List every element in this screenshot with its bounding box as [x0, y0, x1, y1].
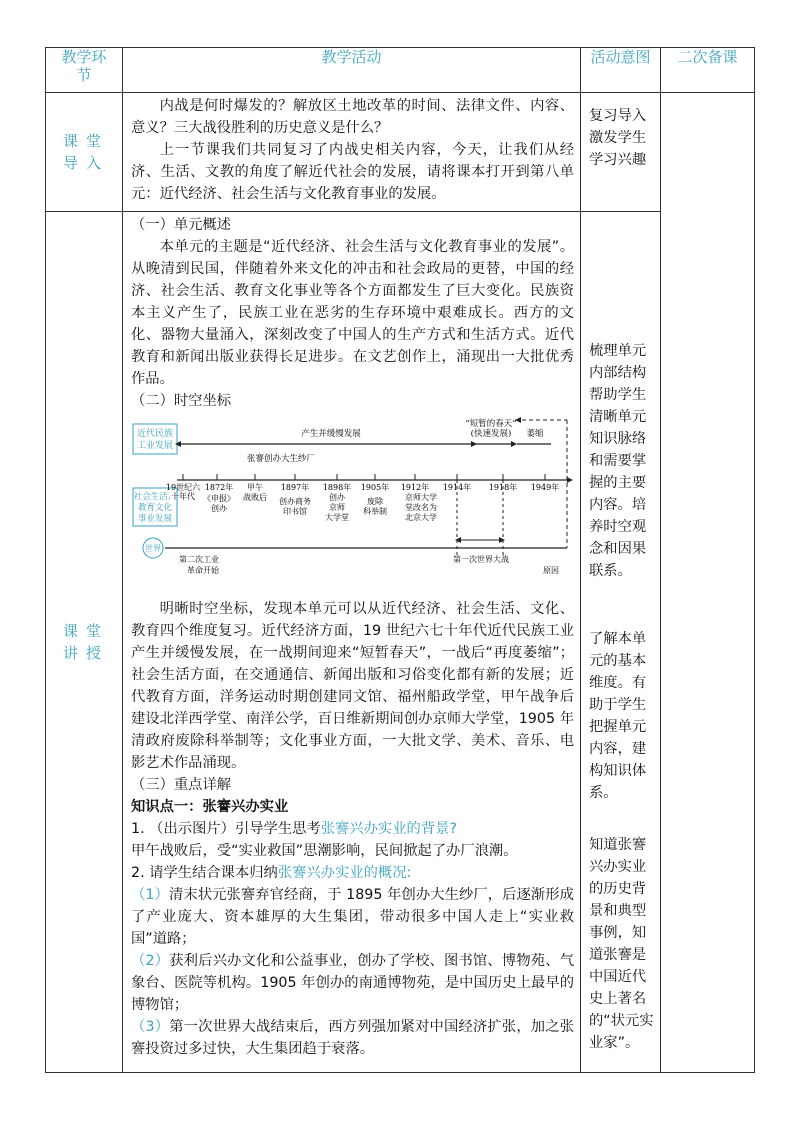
world-event-reason: 原因 — [543, 566, 559, 575]
lesson-plan-table — [45, 47, 755, 1073]
tick-label-1912: 1912年 — [400, 483, 430, 492]
lane-society-label-2: 教育文化 — [137, 503, 173, 513]
event-pku-1: 京师大学 — [405, 493, 437, 502]
ww1-arrowhead-left — [455, 537, 461, 543]
event-keju-1: 废除 — [367, 497, 383, 506]
lecture-stage: 课堂讲授 — [46, 212, 123, 1073]
intro-activity — [123, 93, 581, 212]
tick-label-1860s-2: 十年代 — [171, 492, 195, 501]
lecture-row — [46, 212, 755, 1073]
event-pku-2: 堂改名为 — [405, 503, 437, 512]
header-second-prep: 二次备课 — [661, 48, 755, 93]
decline-label: 萎缩 — [526, 429, 544, 439]
header-stage: 教学环节 — [46, 48, 123, 93]
tick-label-1898: 1898年 — [322, 483, 352, 492]
question-1: 1. （出示图片）引导学生思考张謇兴办实业的背景? — [131, 821, 458, 837]
world-event-ww1: 第一次世界大战 — [453, 555, 509, 564]
intro-purpose: 复习导入激发学生学习兴趣 — [581, 93, 661, 212]
tick-label-1914: 1914年 — [442, 483, 472, 492]
purpose-structure: 梳理单元内部结构帮助学生清晰单元知识脉络和需要掌握的主要内容。培养时空观念和因果联系。 — [589, 343, 647, 579]
ww1-arrowhead-right — [499, 537, 505, 543]
timeline-figure — [131, 416, 575, 594]
answer-1: 甲午战败后，受“实业救国”思潮影响，民间掀起了办厂浪潮。 — [131, 843, 518, 859]
time-axis-arrowhead — [567, 477, 573, 483]
event-shenbao-1: 《申报》 — [203, 494, 235, 503]
economy-dasheng-label: 张謇创办大生纱厂 — [246, 454, 316, 464]
spring-label: “短暂的春天” — [465, 419, 517, 429]
knowledge-point-title: 知识点一：张謇兴办实业 — [131, 799, 289, 815]
purpose-dimensions: 了解本单元的基本维度。有助于学生把握单元内容，建构知识体系。 — [589, 631, 647, 801]
event-shenbao-2: 创办 — [211, 504, 227, 513]
event-jingshi-2: 京师 — [329, 503, 345, 512]
tick-label-1872: 1872年 — [204, 483, 234, 492]
header-activity: 教学活动 — [123, 48, 581, 93]
lane-economy-label-2: 工业发展 — [136, 441, 174, 451]
tick-label-1905: 1905年 — [360, 483, 390, 492]
intro-transition: 上一节课我们共同复习了内战史相关内容，今天，让我们从经济、生活、文教的角度了解近代社会的发展，请将课本打开到第八单元：近代经济、社会生活与文化教育事业的发展。 — [131, 142, 574, 202]
spring-arrowhead — [511, 441, 517, 447]
summary-item-1: （1）清末状元张謇弃官经商，于 1895 年创办大生纱厂，后逐渐形成了产业庞大、资本雄厚的大生集团，带动很多中国人走上“实业救国”道路； — [131, 887, 574, 947]
intro-stage: 课堂导入 — [46, 93, 123, 212]
purpose-zhangjian: 知道张謇兴办实业的历史背景和典型事例，知道张謇是中国近代史上著名的“状元实业家”。 — [589, 837, 654, 1051]
unit-overview-heading: （一）单元概述 — [131, 217, 232, 233]
event-jiawu-defeat: 战败后 — [243, 493, 267, 502]
timeline-heading: （二）时空坐标 — [131, 393, 232, 409]
intro-row — [46, 93, 755, 212]
tick-label-1949: 1949年 — [530, 483, 560, 492]
event-pku-3: 北京大学 — [405, 513, 437, 522]
summary-item-3: （3）第一次世界大战结束后，西方列强加紧对中国经济扩张，加之张謇投资过多过快，大生集团趋于衰落。 — [131, 1019, 574, 1057]
timeline-text: 明晰时空坐标，发现本单元可以从近代经济、社会生活、文化、教育四个维度复习。近代经济方面，19 世纪六七十年代近代民族工业产生并缓慢发展，在一战期间迎来“短暂春天”，一战后“再度萎缩”；社会生活方面，在交通通信、新闻出版和习俗变化都有新的发展；近代教育方面，洋务运动时期创建同文馆、福州船政学堂，甲午战争后建设北洋西学堂、南洋公学，百日维新期间创办京师大学堂，1905 年清政府废除科举制等；文化事业方面，一大批文学、美术、音乐、电影艺术作品涌现。 — [131, 601, 574, 771]
lecture-purpose — [581, 212, 661, 1073]
key-points-heading: （三）重点详解 — [131, 777, 232, 793]
tick-label-1860s: 19世纪六 — [165, 483, 201, 492]
header-purpose: 活动意图 — [581, 48, 661, 93]
summary-item-2: （2）获利后兴办文化和公益事业，创办了学校、图书馆、博物苑、气象台、医院等机构。1905 年创办的南通博物苑，是中国历史上最早的博物馆； — [131, 953, 574, 1013]
unit-overview-text: 本单元的主题是“近代经济、社会生活与文化教育事业的发展”。从晚清到民国，伴随着外来文化的冲击和社会政局的更替，中国的经济、社会生活、教育文化事业等各个方面都发生了巨大变化。民族资本主义产生了，民族工业在恶劣的生存环境中艰难成长。西方的文化、器物大量涌入，深刻改变了中国人的生产方式和生活方式。近代教育和新闻出版业获得长足进步。在文艺创作上，涌现出一大批优秀作品。 — [131, 239, 574, 387]
tick-label-1897: 1897年 — [280, 483, 310, 492]
event-jingshi-1: 创办 — [329, 493, 345, 502]
lane-society-label-1: 社会生活、 — [133, 492, 177, 502]
tick-label-jiawu: 甲午 — [247, 483, 263, 492]
world-event-industrial-1: 第二次工业 — [179, 555, 219, 564]
tick-label-1918: 1918年 — [488, 483, 518, 492]
event-commercial-press-2: 印书馆 — [283, 507, 307, 516]
world-event-industrial-2: 革命开始 — [187, 566, 219, 575]
lane-economy-label-1: 近代民族 — [136, 429, 174, 439]
event-keju-2: 科举制 — [363, 507, 387, 516]
second-prep-cell — [661, 93, 755, 1073]
lane-society-label-3: 事业发展 — [137, 514, 173, 524]
event-commercial-press-1: 创办商务 — [279, 497, 311, 506]
economy-slow-label: 产生并缓慢发展 — [301, 429, 361, 439]
time-axis-ticks — [183, 474, 545, 480]
lecture-activity — [123, 212, 581, 1073]
question-2: 2. 请学生结合课本归纳张謇兴办实业的概况: — [131, 865, 412, 881]
spring-fast-label: (快速发展) — [470, 429, 512, 439]
event-jingshi-3: 大学堂 — [325, 513, 349, 522]
header-row — [46, 48, 755, 93]
intro-question: 内战是何时爆发的？解放区土地改革的时间、法律文件、内容、意义？三大战役胜利的历史意义是什么？ — [131, 98, 574, 136]
world-label: 世界 — [145, 544, 161, 553]
